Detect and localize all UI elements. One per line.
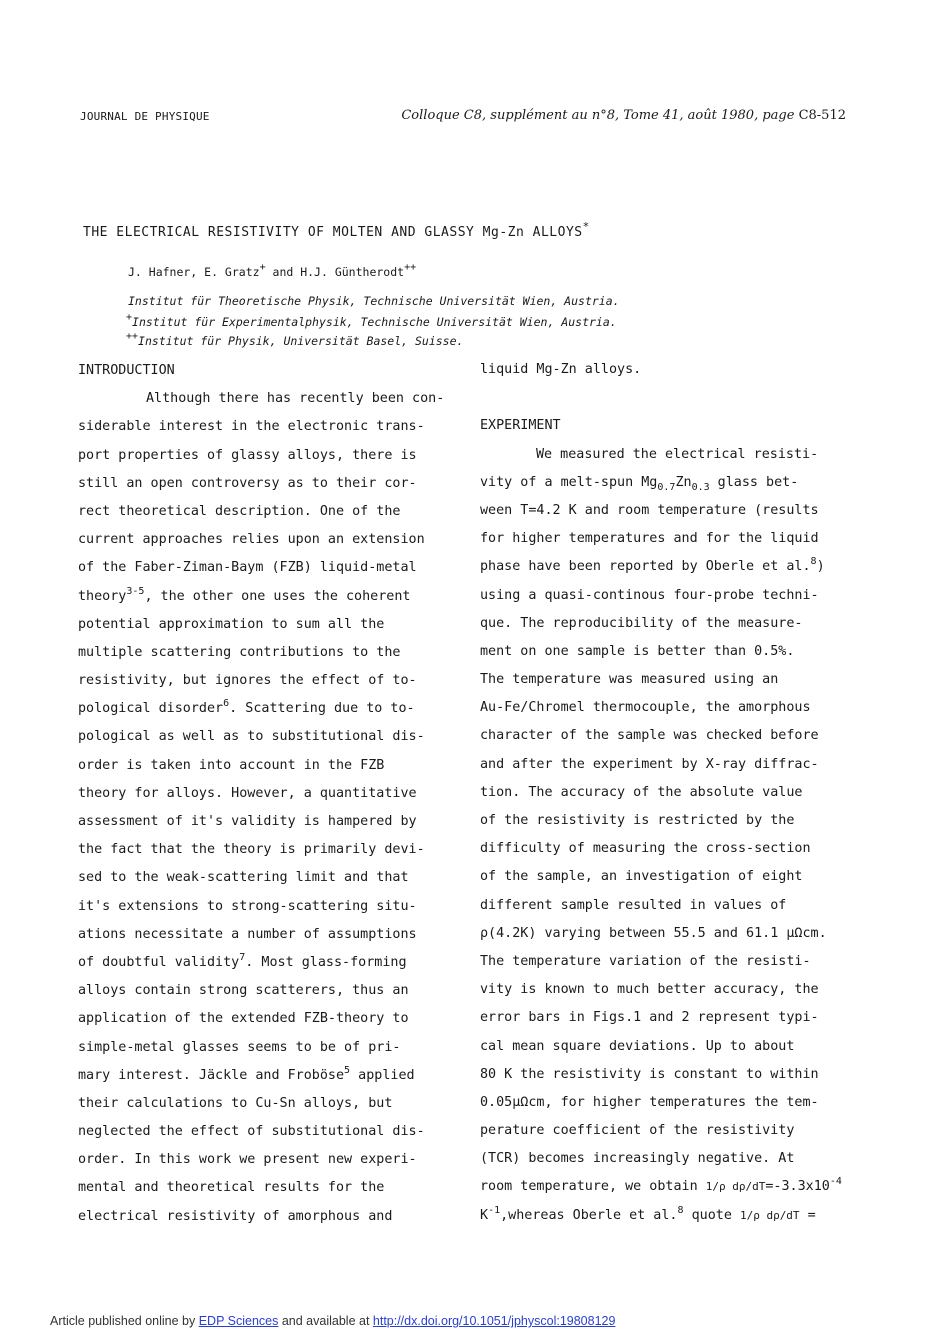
body-text: theory: [78, 588, 127, 604]
body-text: . Scattering due to to-: [229, 701, 415, 717]
body-line: neglected the effect of substitutional dis-: [78, 1124, 425, 1140]
exponent: -1: [488, 1204, 501, 1216]
body-line: of the resistivity is restricted by the: [480, 813, 795, 828]
publisher-link[interactable]: EDP Sciences: [198, 1314, 279, 1328]
tcr-formula: 1/ρ dρ/dT: [739, 1208, 800, 1222]
body-line: error bars in Figs.1 and 2 represent typi-: [480, 1010, 819, 1026]
body-line: application of the extended FZB-theory to: [78, 1011, 409, 1027]
body-line: of the Faber-Ziman-Baym (FZB) liquid-metal: [78, 560, 417, 576]
body-line: multiple scattering contributions to the: [78, 644, 401, 660]
author-mark-1: +: [259, 262, 266, 273]
body-line: character of the sample was checked before: [480, 728, 819, 744]
body-text: =-3.3x10: [765, 1179, 830, 1195]
body-line: The temperature was measured using an: [480, 672, 779, 688]
body-line: cal mean square deviations. Up to about: [480, 1038, 795, 1054]
body-line: port properties of glassy alloys, there is: [78, 447, 417, 463]
paper-title: [83, 220, 590, 240]
left-column: [78, 357, 470, 1231]
citation-ref: 6: [223, 698, 230, 710]
affiliation-3: [126, 331, 464, 348]
right-column: [480, 356, 860, 1230]
body-text: quote: [683, 1207, 732, 1223]
affiliation-mark-3: ++: [126, 331, 139, 342]
body-line: and after the experiment by X-ray diffrac-: [480, 756, 819, 772]
affiliation-2: [126, 312, 617, 329]
section-heading-introduction: INTRODUCTION: [78, 363, 175, 378]
author-mark-2: ++: [404, 262, 417, 273]
body-line: potential approximation to sum all the: [78, 616, 385, 632]
journal-name: JOURNAL DE PHYSIQUE: [80, 110, 210, 123]
title-footnote-mark: *: [582, 220, 590, 233]
body-line: 0.05μΩcm, for higher temperatures the tem-: [480, 1094, 819, 1110]
body-line: vity is known to much better accuracy, the: [480, 982, 819, 998]
body-line: We measured the electrical resisti-: [536, 446, 819, 462]
body-line: the fact that the theory is primarily devi-: [78, 842, 425, 858]
page-number: C8-512: [798, 108, 846, 123]
citation-ref: 8: [810, 556, 817, 568]
citation-ref: 7: [239, 951, 246, 963]
body-text: room temperature, we obtain: [480, 1179, 698, 1195]
body-line: [480, 1173, 860, 1201]
body-line: tion. The accuracy of the absolute value: [480, 784, 803, 800]
body-line: [480, 553, 860, 581]
body-line: order. In this work we present new experi-: [78, 1152, 417, 1168]
body-line: The temperature variation of the resisti-: [480, 953, 811, 969]
blank-line: [480, 384, 860, 412]
body-text: , the other one uses the coherent: [144, 588, 411, 604]
body-line: of the sample, an investigation of eight: [480, 869, 803, 885]
body-line: rect theoretical description. One of the: [78, 503, 401, 519]
body-text: vity of a melt-spun Mg: [480, 474, 658, 490]
body-line: electrical resistivity of amorphous and: [78, 1208, 393, 1224]
colloque-reference: [401, 108, 846, 123]
body-line: using a quasi-continous four-probe techni-: [480, 587, 819, 603]
body-text: of doubtful validity: [78, 954, 240, 970]
body-line: ations necessitate a number of assumptions: [78, 926, 417, 942]
citation-ref: 3-5: [126, 585, 145, 597]
body-text: . Most glass-forming: [245, 954, 407, 970]
affiliation-2-text: Institut für Experimentalphysik, Technische Universität Wien, Austria.: [132, 315, 617, 329]
body-text: glass bet-: [709, 474, 799, 490]
body-line: different sample resulted in values of: [480, 897, 787, 913]
paper-title-text: THE ELECTRICAL RESISTIVITY OF MOLTEN AND GLASSY Mg-Zn ALLOYS: [83, 225, 583, 240]
body-line: simple-metal glasses seems to be of pri-: [78, 1039, 401, 1055]
body-line: liquid Mg-Zn alloys.: [480, 362, 642, 377]
colloque-text: Colloque C8, supplément au n°8, Tome 41, août 1980, page: [401, 108, 795, 123]
body-line: Although there has recently been con-: [146, 391, 445, 407]
body-line: que. The reproducibility of the measure-: [480, 615, 803, 631]
body-line: sed to the weak-scattering limit and that: [78, 870, 409, 886]
body-text: K: [480, 1207, 489, 1223]
body-text: ): [816, 559, 825, 575]
affiliation-mark-2: +: [126, 312, 133, 323]
body-text: applied: [350, 1067, 415, 1083]
body-line: siderable interest in the electronic trans-: [78, 419, 425, 435]
exponent: -4: [829, 1176, 842, 1188]
body-line: order is taken into account in the FZB: [78, 757, 385, 773]
body-line: alloys contain strong scatterers, thus an: [78, 983, 409, 999]
body-line: for higher temperatures and for the liquid: [480, 531, 819, 547]
body-text: phase have been reported by Oberle et al.: [480, 559, 811, 575]
footer-text: and available at: [278, 1314, 373, 1328]
body-line: theory for alloys. However, a quantitative: [78, 785, 417, 801]
body-line: [78, 583, 470, 611]
tcr-formula: 1/ρ dρ/dT: [705, 1180, 766, 1194]
body-line: ρ(4.2K) varying between 55.5 and 61.1 μΩcm.: [480, 925, 827, 941]
body-line: Au-Fe/Chromel thermocouple, the amorphous: [480, 700, 811, 716]
citation-ref: 8: [677, 1204, 684, 1216]
body-text: pological disorder: [78, 701, 224, 717]
body-line: assessment of it's validity is hampered by: [78, 814, 417, 829]
body-line: still an open controversy as to their cor-: [78, 475, 417, 491]
body-line: pological as well as to substitutional dis-: [78, 729, 425, 745]
doi-link[interactable]: http://dx.doi.org/10.1051/jphyscol:19808129: [372, 1314, 616, 1328]
author-names-2: and H.J. Güntherodt: [265, 265, 405, 279]
body-line: [480, 469, 860, 497]
body-line: ment on one sample is better than 0.5%.: [480, 643, 795, 659]
publication-footer: [50, 1314, 615, 1328]
body-line: perature coefficient of the resistivity: [480, 1123, 795, 1139]
citation-ref: 5: [344, 1064, 351, 1076]
body-line: their calculations to Cu-Sn alloys, but: [78, 1095, 393, 1111]
body-line: ween T=4.2 K and room temperature (results: [480, 502, 819, 518]
body-line: 80 K the resistivity is constant to within: [480, 1066, 819, 1082]
body-text: Zn: [675, 474, 692, 490]
affiliation-3-text: Institut für Physik, Universität Basel, Suisse.: [138, 334, 464, 348]
body-line: difficulty of measuring the cross-section: [480, 841, 811, 857]
body-text: ,whereas Oberle et al.: [500, 1207, 678, 1223]
body-text: =: [799, 1207, 816, 1223]
body-line: (TCR) becomes increasingly negative. At: [480, 1151, 795, 1167]
subscript: 0.7: [657, 481, 676, 493]
body-line: mental and theoretical results for the: [78, 1180, 385, 1196]
body-line: [78, 949, 470, 977]
body-line: [480, 1202, 860, 1230]
section-heading-experiment: EXPERIMENT: [480, 418, 561, 434]
body-text: mary interest. Jäckle and Froböse: [78, 1067, 345, 1083]
body-line: it's extensions to strong-scattering situ-: [78, 898, 417, 914]
body-line: resistivity, but ignores the effect of to-: [78, 673, 417, 689]
subscript: 0.3: [691, 481, 710, 493]
author-list: [128, 262, 417, 279]
footer-text: Article published online by: [50, 1314, 199, 1328]
affiliation-1: Institut für Theoretische Physik, Technische Universität Wien, Austria.: [128, 294, 620, 308]
author-names-1: J. Hafner, E. Gratz: [128, 265, 260, 279]
body-line: [78, 695, 470, 723]
body-line: current approaches relies upon an extension: [78, 532, 425, 548]
body-line: [78, 1062, 470, 1090]
